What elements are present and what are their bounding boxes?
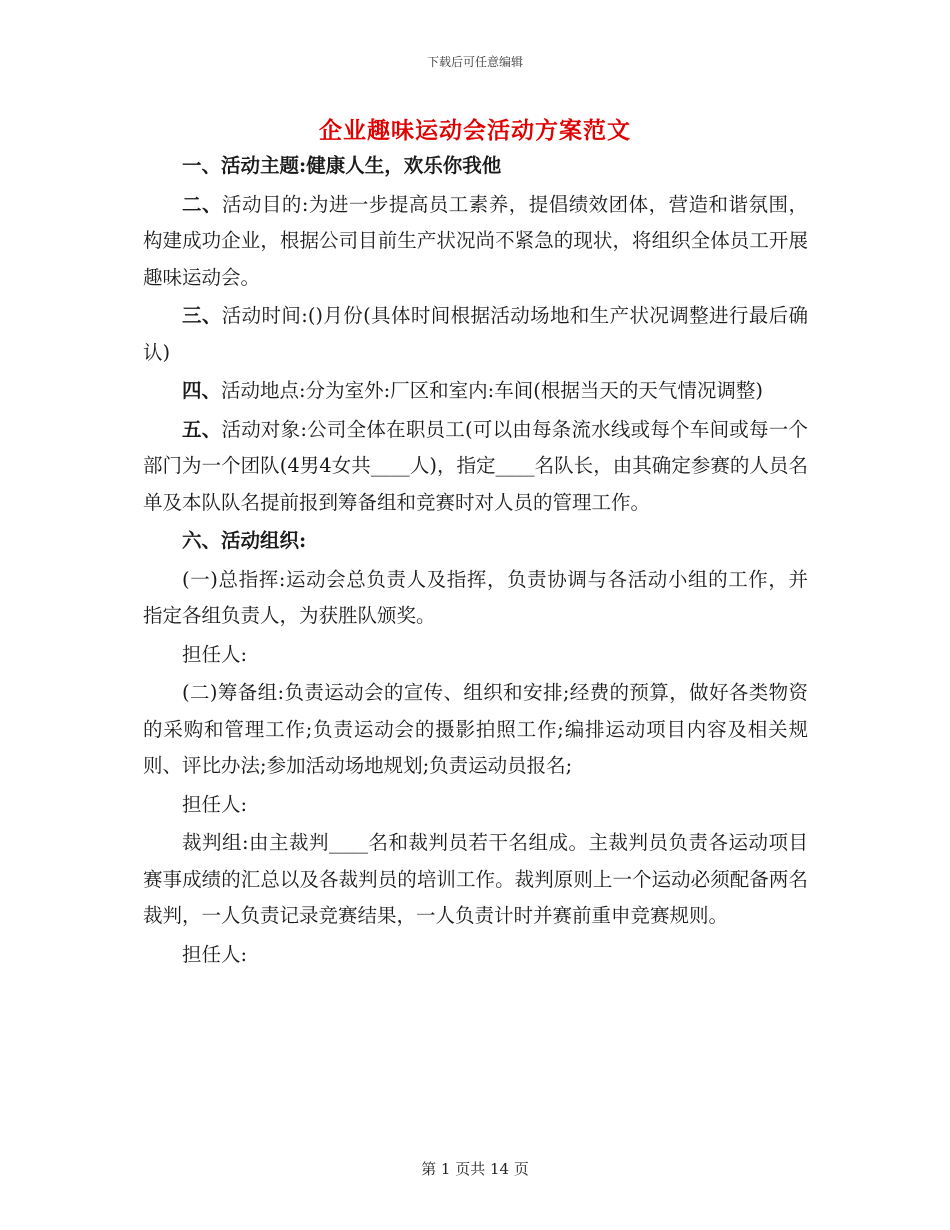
section-6-organization xyxy=(143,523,808,560)
section-3-text: 活动时间:()月份(具体时间根据活动场地和生产状况调整进行最后确认) xyxy=(143,304,808,364)
section-4-label: 四、 xyxy=(182,379,222,402)
paragraph-commander-assignee: 担任人: xyxy=(182,642,248,666)
section-2-text: 活动目的:为进一步提高员工素养，提倡绩效团体，营造和谐氛围，构建成功企业，根据公司目前生产状况尚不紧急的现状，将组织全体员工开展趣味运动会。 xyxy=(143,192,808,289)
section-5-label: 五、 xyxy=(182,417,222,441)
section-3-label: 三、 xyxy=(182,304,222,327)
section-3-time xyxy=(143,298,808,371)
paragraph-preparation-assignee: 担任人: xyxy=(182,792,248,816)
section-5-participants xyxy=(143,412,808,522)
section-1-label: 一、活动主题:健康人生，欢乐你我他 xyxy=(182,154,502,177)
document-title: 企业趣味运动会活动方案范文 xyxy=(319,117,631,144)
section-2-purpose xyxy=(143,187,808,297)
paragraph-commander: (一)总指挥:运动会总负责人及指挥，负责协调与各活动小组的工作，并指定各组负责人，为获胜队颁奖。 xyxy=(143,567,808,627)
section-5-text: 活动对象:公司全体在职员工(可以由每条流水线或每个车间或每一个部门为一个团队(4男4女共____人)，指定____名队长，由其确定参赛的人员名单及本队队名提前报到筹备组和竞赛时对人员的管理工作。 xyxy=(143,417,808,514)
section-6-label: 六、活动组织: xyxy=(182,529,307,552)
section-1-theme xyxy=(143,148,808,185)
paragraph-referee-group: 裁判组:由主裁判____名和裁判员若干名组成。主裁判员负责各运动项目赛事成绩的汇总以及各裁判员的培训工作。裁判原则上一个运动必须配备两名裁判，一人负责记录竞赛结果，一人负责计时并赛前重申竞赛规则。 xyxy=(143,831,808,927)
document-body xyxy=(143,148,808,975)
section-4-text: 活动地点:分为室外:厂区和室内:车间(根据当天的天气情况调整) xyxy=(221,379,763,402)
section-4-location xyxy=(143,373,808,410)
page-header: 下载后可任意编辑 xyxy=(426,55,523,69)
paragraph-referee-assignee: 担任人: xyxy=(182,942,248,966)
paragraph-preparation-group: (二)筹备组:负责运动会的宣传、组织和安排;经费的预算，做好各类物资的采购和管理工作;负责运动会的摄影拍照工作;编排运动项目内容及相关规则、评比办法;参加活动场地规划;负责运动员报名; xyxy=(143,681,808,777)
page-footer: 第 1 页共 14 页 xyxy=(421,1160,529,1178)
section-2-label: 二、 xyxy=(182,192,222,216)
